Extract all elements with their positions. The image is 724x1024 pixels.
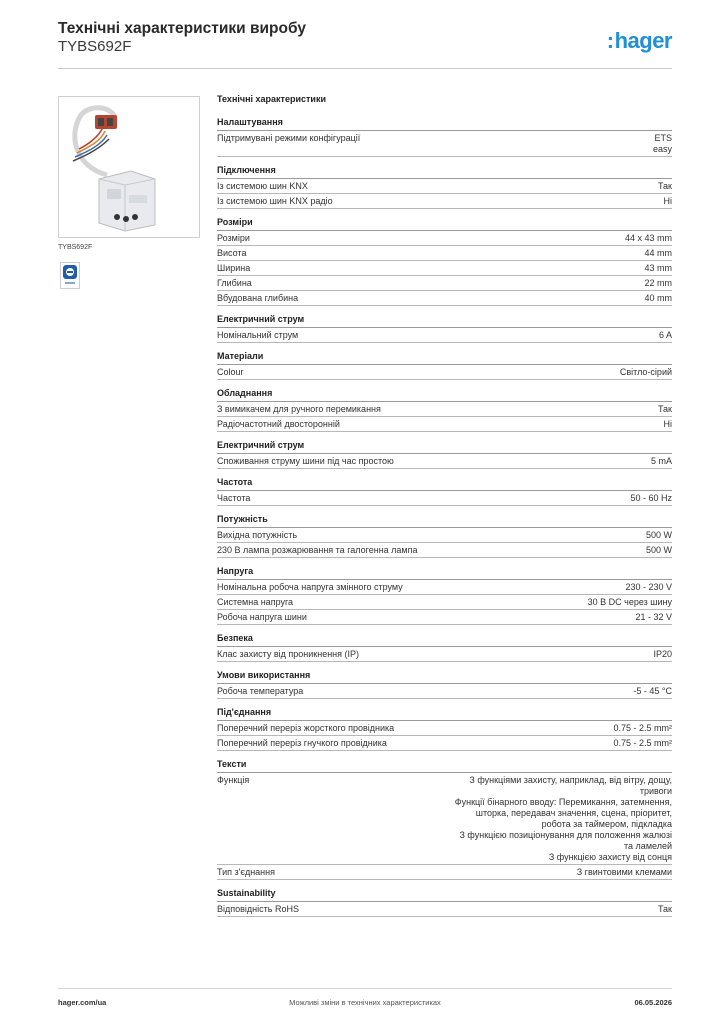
spec-value <box>633 686 672 697</box>
spec-value-line: З функціями захисту, наприклад, від вітру, дощу, <box>469 775 672 785</box>
specs-title: Технічні характеристики <box>217 94 326 104</box>
spec-row <box>217 402 672 417</box>
spec-value-line: тривоги <box>639 786 672 796</box>
spec-label: Відповідність RoHS <box>217 904 299 914</box>
spec-value-line: 0.75 - 2.5 mm² <box>613 738 672 748</box>
spec-value-line: 500 W <box>645 545 672 555</box>
spec-row <box>217 276 672 291</box>
spec-section <box>217 314 672 343</box>
spec-label: Тип з'єднання <box>217 867 275 877</box>
spec-section-heading: Під'єднання <box>217 707 672 721</box>
spec-value <box>646 530 672 541</box>
spec-value-line: 22 mm <box>644 278 672 288</box>
spec-value-line: Ні <box>663 196 672 206</box>
spec-section <box>217 707 672 751</box>
spec-value <box>644 263 672 274</box>
spec-row <box>217 491 672 506</box>
spec-value <box>455 775 672 863</box>
spec-value-line: 40 mm <box>644 293 672 303</box>
page-title: Технічні характеристики виробу <box>58 20 306 37</box>
spec-value <box>635 612 672 623</box>
spec-label: Радіочастотний двосторонній <box>217 419 340 429</box>
spec-label: Підтримувані режими конфігурації <box>217 133 361 143</box>
footer-note: Можливі зміни в технічних характеристиках <box>289 998 441 1007</box>
spec-value-line: Ні <box>663 419 672 429</box>
spec-section-heading: Електричний струм <box>217 314 672 328</box>
product-caption: TYBS692F <box>58 244 93 251</box>
spec-value <box>664 196 673 207</box>
spec-section-heading: Підключення <box>217 165 672 179</box>
product-image <box>58 96 200 238</box>
spec-value-line: 30 В DC через шину <box>587 597 672 607</box>
spec-value-line: З функцією захисту від сонця <box>548 852 672 862</box>
spec-row <box>217 736 672 751</box>
spec-value <box>658 404 672 415</box>
spec-label: Із системою шин KNX <box>217 181 308 191</box>
footer-divider <box>58 988 672 989</box>
spec-section <box>217 670 672 699</box>
spec-section-heading: Налаштування <box>217 117 672 131</box>
spec-value <box>646 545 672 556</box>
spec-label: Висота <box>217 248 247 258</box>
spec-label: Поперечний переріз жорсткого провідника <box>217 723 395 733</box>
spec-value <box>644 278 672 289</box>
spec-value <box>644 248 672 259</box>
spec-value-line: -5 - 45 °C <box>633 686 672 696</box>
spec-value-line: 21 - 32 V <box>635 612 672 622</box>
spec-value-line: Функції бінарного вводу: Перемикання, затемнення, <box>454 797 672 807</box>
spec-row <box>217 365 672 380</box>
spec-row <box>217 231 672 246</box>
spec-row <box>217 291 672 306</box>
spec-row <box>217 543 672 558</box>
spec-row <box>217 902 672 917</box>
spec-label: Глибина <box>217 278 252 288</box>
spec-value <box>653 649 672 660</box>
spec-value <box>658 181 672 192</box>
spec-label: Розміри <box>217 233 250 243</box>
spec-section <box>217 217 672 306</box>
spec-label: Із системою шин KNX радіо <box>217 196 333 206</box>
spec-label: Робоча напруга шини <box>217 612 307 622</box>
spec-value-line: шторка, передавач значення, сцена, пріоритет, <box>475 808 672 818</box>
spec-row <box>217 528 672 543</box>
spec-section-heading: Безпека <box>217 633 672 647</box>
spec-section-heading: Частота <box>217 477 672 491</box>
spec-row <box>217 580 672 595</box>
product-device-icon <box>59 97 199 237</box>
header-divider <box>58 68 672 69</box>
spec-label: Номінальна робоча напруга змінного струму <box>217 582 403 592</box>
spec-label: Номінальний струм <box>217 330 299 340</box>
spec-section <box>217 633 672 662</box>
spec-row <box>217 131 672 157</box>
spec-value-line: easy <box>652 144 672 154</box>
spec-value-line: 230 - 230 V <box>625 582 672 592</box>
spec-section-heading: Матеріали <box>217 351 672 365</box>
spec-label: Клас захисту від проникнення (IP) <box>217 649 360 659</box>
spec-label: Споживання струму шини під час простою <box>217 456 394 466</box>
spec-section <box>217 888 672 917</box>
spec-section <box>217 759 672 880</box>
spec-label: Робоча температура <box>217 686 304 696</box>
spec-label: Colour <box>217 367 244 377</box>
spec-label: 230 В лампа розжарювання та галогенна лампа <box>217 545 418 555</box>
spec-label: Вбудована глибина <box>217 293 299 303</box>
spec-value <box>664 419 673 430</box>
spec-value <box>644 293 672 304</box>
spec-row <box>217 246 672 261</box>
spec-row <box>217 610 672 625</box>
spec-section-heading: Обладнання <box>217 388 672 402</box>
spec-value <box>620 367 672 378</box>
spec-value <box>653 133 672 155</box>
spec-value-line: З функцією позиціонування для положення жалюзі <box>459 830 672 840</box>
spec-value-line: 6 A <box>658 330 672 340</box>
technical-specs <box>217 94 672 925</box>
spec-value-line: Так <box>657 181 672 191</box>
spec-value <box>577 867 672 878</box>
spec-section <box>217 440 672 469</box>
spec-value-line: 0.75 - 2.5 mm² <box>613 723 672 733</box>
spec-value-line: 50 - 60 Hz <box>630 493 672 503</box>
spec-value <box>613 723 672 734</box>
spec-label: Вихідна потужність <box>217 530 298 540</box>
spec-value-line: 44 x 43 mm <box>624 233 672 243</box>
spec-row <box>217 684 672 699</box>
spec-row <box>217 595 672 610</box>
hager-logo <box>607 28 672 54</box>
spec-row <box>217 261 672 276</box>
footer-website-link[interactable]: hager.com/ua <box>58 998 107 1007</box>
spec-value-line: Так <box>657 904 672 914</box>
spec-section-heading: Електричний струм <box>217 440 672 454</box>
spec-value-line: З гвинтовими клемами <box>576 867 672 877</box>
spec-section <box>217 388 672 432</box>
spec-value-line: IP20 <box>653 649 672 659</box>
spec-value <box>588 597 672 608</box>
spec-value-line: 5 mA <box>650 456 672 466</box>
spec-label: Системна напруга <box>217 597 294 607</box>
logo-text: hager <box>614 28 672 53</box>
spec-value-line: 43 mm <box>644 263 672 273</box>
epd-badge-icon <box>60 262 80 289</box>
spec-value <box>625 233 672 244</box>
spec-value-line: 44 mm <box>644 248 672 258</box>
spec-section <box>217 477 672 506</box>
spec-section <box>217 566 672 625</box>
spec-value <box>658 904 672 915</box>
spec-value-line: ETS <box>654 133 672 143</box>
product-code: TYBS692F <box>58 38 132 55</box>
spec-label: Ширина <box>217 263 251 273</box>
spec-label: Поперечний переріз гнучкого провідника <box>217 738 387 748</box>
specs-sections <box>217 117 672 917</box>
spec-value-line: Світло-сірий <box>619 367 672 377</box>
spec-row <box>217 773 672 865</box>
spec-value <box>651 456 672 467</box>
spec-value-line: Так <box>657 404 672 414</box>
spec-label: Частота <box>217 493 251 503</box>
spec-section-heading: Умови використання <box>217 670 672 684</box>
epd-logo-icon <box>61 263 79 288</box>
spec-row <box>217 179 672 194</box>
spec-row <box>217 647 672 662</box>
spec-row <box>217 865 672 880</box>
spec-value-line: та ламелей <box>624 841 672 851</box>
spec-value-line: 500 W <box>645 530 672 540</box>
spec-value <box>630 493 672 504</box>
spec-label: З вимикачем для ручного перемикання <box>217 404 381 414</box>
spec-row <box>217 328 672 343</box>
spec-row <box>217 454 672 469</box>
logo-colon-mark: : <box>606 28 614 53</box>
spec-row <box>217 194 672 209</box>
spec-section <box>217 514 672 558</box>
spec-row <box>217 721 672 736</box>
spec-section <box>217 165 672 209</box>
spec-section-heading: Розміри <box>217 217 672 231</box>
spec-value-line: робота за таймером, підкладка <box>541 819 672 829</box>
spec-row <box>217 417 672 432</box>
spec-value <box>659 330 672 341</box>
spec-section-heading: Sustainability <box>217 888 672 902</box>
spec-section-heading: Потужність <box>217 514 672 528</box>
spec-section <box>217 117 672 157</box>
spec-value <box>625 582 672 593</box>
spec-section <box>217 351 672 380</box>
spec-label: Функція <box>217 775 250 785</box>
page-header <box>58 20 672 56</box>
footer-date: 06.05.2026 <box>634 998 672 1007</box>
spec-section-heading: Тексти <box>217 759 672 773</box>
spec-section-heading: Напруга <box>217 566 672 580</box>
spec-value <box>613 738 672 749</box>
